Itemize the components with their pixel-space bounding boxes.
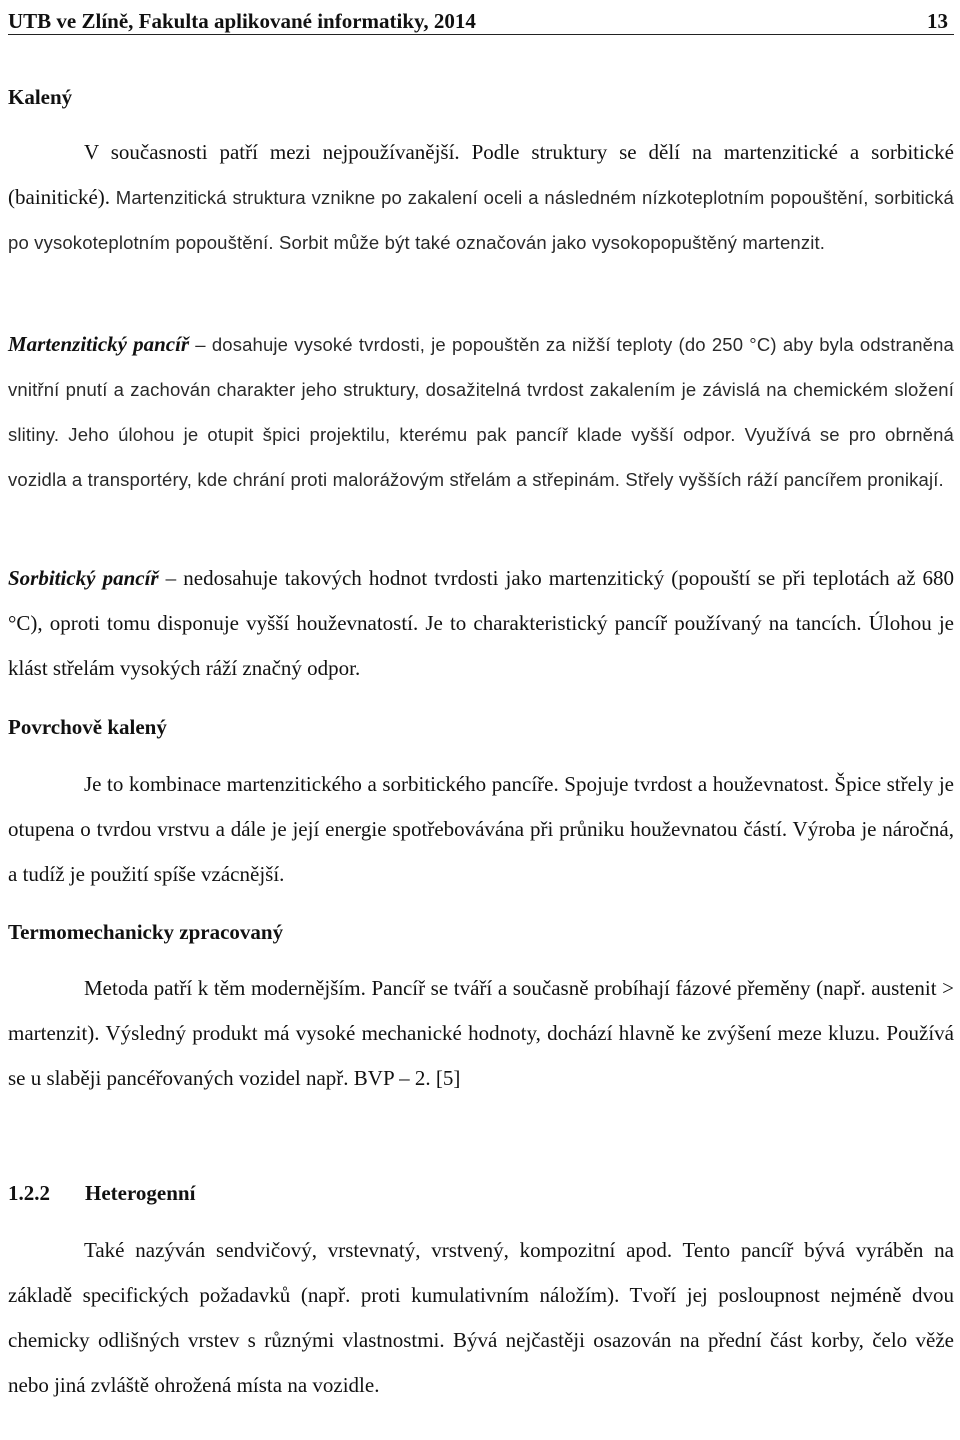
page-number: 13 xyxy=(927,9,948,33)
page-header xyxy=(8,0,954,35)
heading-termo: Termomechanicky zpracovaný xyxy=(8,920,284,944)
paragraph-text: V současnosti patří mezi nejpoužívanější. Podle struktury se dělí na martenzitické a sorbitické (bainitické). xyxy=(8,140,954,209)
paragraph-text: – nedosahuje takových hodnot tvrdosti jako martenzitický (popouští se při teplotách až 680 °C), oproti tomu disponuje vyšší houževnatostí. Je to charakteristický pancíř používaný na tancích. Úlohou je klást střelám vysokých ráží značný odpor. xyxy=(8,566,954,680)
martenzitic-paragraph xyxy=(8,322,954,502)
term-martenziticky: Martenzitický pancíř xyxy=(8,332,190,356)
paragraph: Také nazýván sendvičový, vrstevnatý, vrstvený, kompozitní apod. Tento pancíř bývá vyráběn na základě specifických požadavků (např. proti kumulativním náložím). Tvoří jej posloupnost nejméně dvou chemicky odlišných vrstev s různými vlastnostmi. Bývá nejčastěji osazován na přední část korby, čelo věže nebo jiná zvláště ohrožená místa na vozidle. xyxy=(8,1238,954,1397)
section-povrchove xyxy=(8,712,954,742)
kaleny-paragraph xyxy=(8,130,954,265)
paragraph-text-sans: Martenzitická struktura vznikne po zakalení oceli a následném nízkoteplotním popouštění, sorbitická po vysokoteplotním popouštění. Sorbit může být také označován jako vysokopopuštěný martenzit. xyxy=(8,187,954,253)
section-termo xyxy=(8,917,954,947)
section-kaleny xyxy=(8,82,954,112)
header-title: UTB ve Zlíně, Fakulta aplikované informatiky, 2014 xyxy=(8,9,476,33)
paragraph xyxy=(8,130,954,265)
section-heterogenni xyxy=(8,1178,954,1208)
termo-paragraph xyxy=(8,966,954,1101)
section-title: Heterogenní xyxy=(85,1181,196,1205)
term-sorbiticky: Sorbitický pancíř xyxy=(8,566,159,590)
sorbitic-paragraph xyxy=(8,556,954,691)
povrchove-paragraph xyxy=(8,762,954,897)
section-number: 1.2.2 xyxy=(8,1181,50,1205)
heading-povrchove: Povrchově kalený xyxy=(8,715,167,739)
paragraph: Je to kombinace martenzitického a sorbitického pancíře. Spojuje tvrdost a houževnatost. Špice střely je otupena o tvrdou vrstvu a dále je její energie spotřebovávána při průniku houževnatou částí. Výroba je náročná, a tudíž je použití spíše vzácnější. xyxy=(8,772,954,886)
paragraph-text-sans: aby byla odstraněna vnitřní pnutí a zachován charakter jeho struktury, dosažitelná tvrdost zakalením je závislá na chemickém složení slitiny. Jeho úlohou je otupit špici projektilu, kterému pak pancíř klade vyšší odpor. Využívá se pro obrněná vozidla a transportéry, kde chrání proti malorážovým střelám a střepinám. Střely vyšších ráží pancířem pronikají. xyxy=(8,334,954,490)
paragraph-text-sans: – dosahuje vysoké tvrdosti, je popouštěn za nižší teploty (do 250 °C) xyxy=(189,334,783,355)
paragraph: Metoda patří k těm modernějším. Pancíř se tváří a současně probíhají fázové přeměny (např. austenit > martenzit). Výsledný produkt má vysoké mechanické hodnoty, dochází hlavně ke zvýšení meze kluzu. Používá se u slaběji pancéřovaných vozidel např. BVP – 2. [5] xyxy=(8,976,954,1090)
paragraph xyxy=(8,556,954,691)
paragraph xyxy=(8,322,954,502)
heading-kaleny: Kalený xyxy=(8,85,73,109)
heterogenni-paragraph xyxy=(8,1228,954,1408)
heading-heterogenni xyxy=(8,1178,954,1208)
